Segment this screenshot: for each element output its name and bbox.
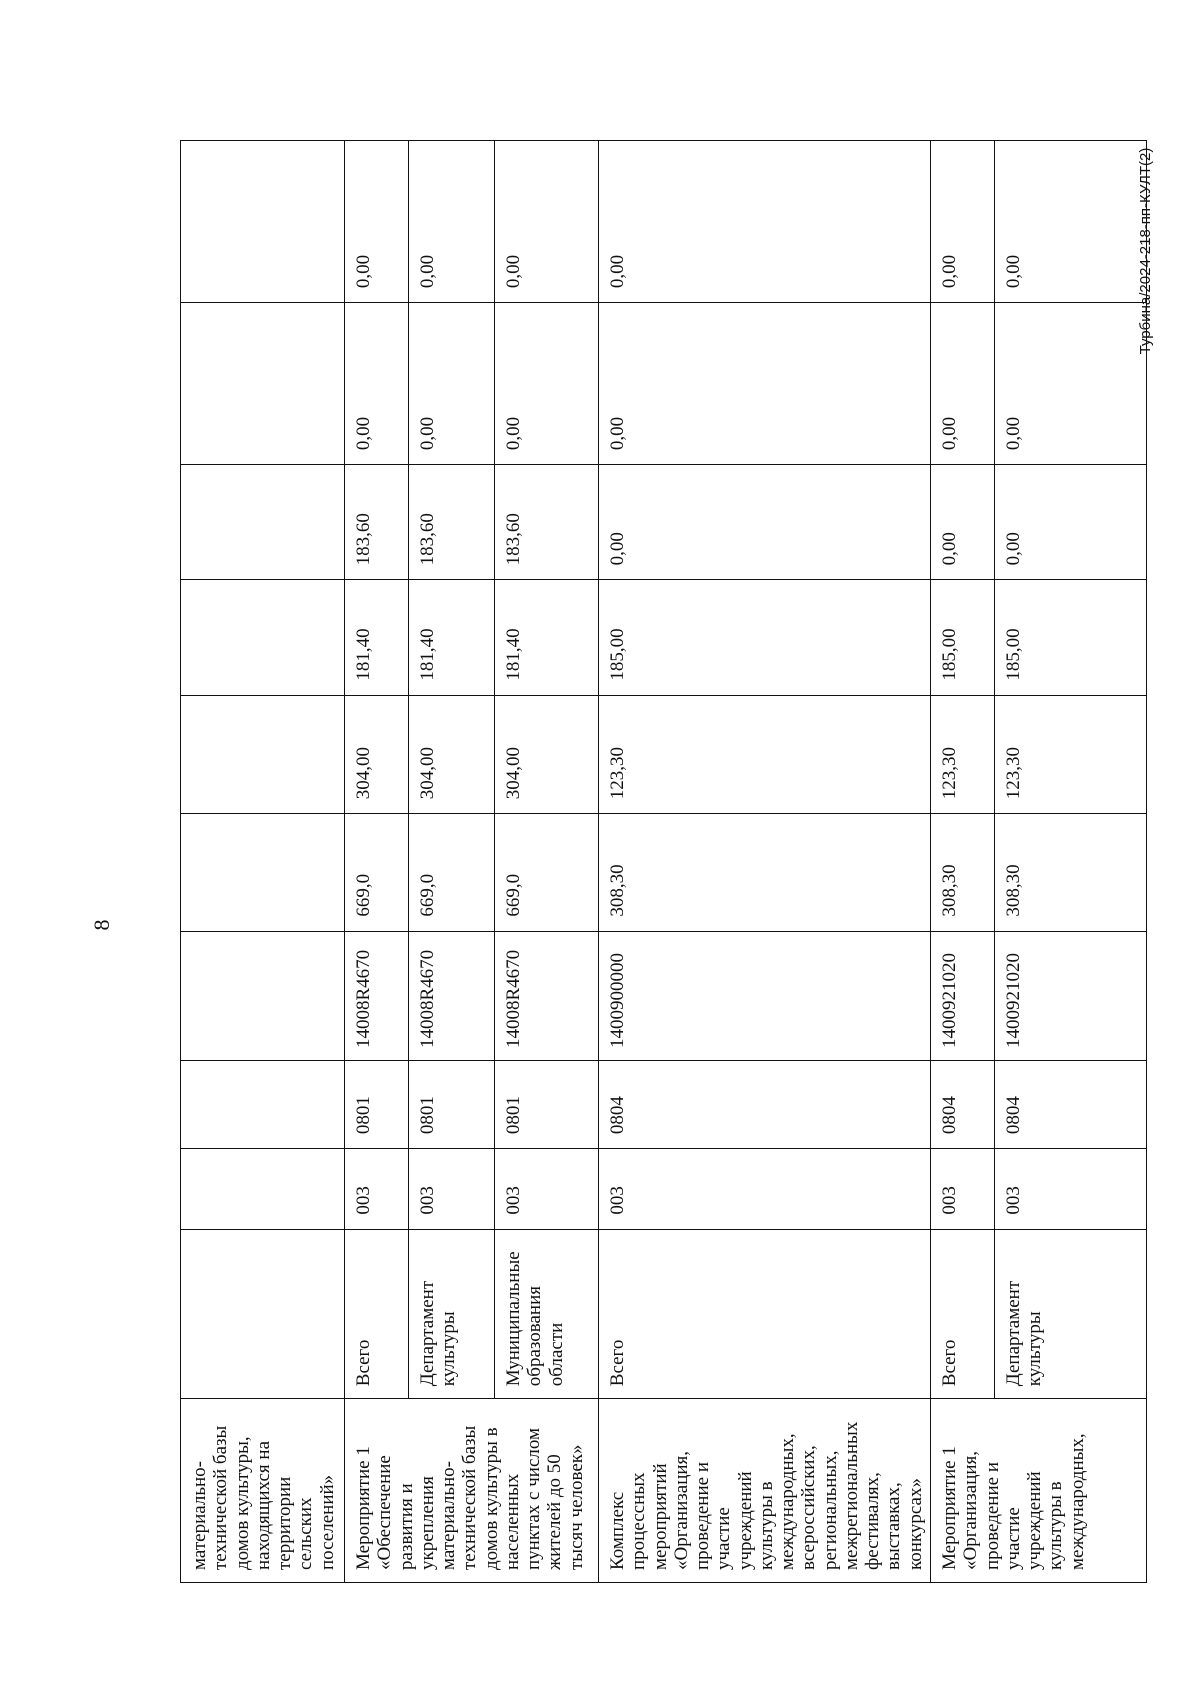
value-cell: 183,60: [409, 465, 495, 580]
table-row: [994, 141, 1146, 1583]
value-cell: 185,00: [930, 580, 994, 695]
budget-table: [180, 140, 1147, 1583]
source-cell: Всего: [345, 1229, 409, 1399]
rzpr-cell: 0804: [599, 1061, 931, 1149]
value-cell: 0,00: [930, 465, 994, 580]
value-cell: 0,00: [409, 141, 495, 303]
value-cell: 0,00: [599, 465, 931, 580]
csr-cell: 14008R4670: [495, 931, 599, 1060]
source-cell: Всего: [930, 1229, 994, 1399]
source-cell: [181, 1229, 345, 1399]
value-cell: [181, 814, 345, 931]
table-row: [495, 141, 599, 1583]
value-cell: 0,00: [495, 303, 599, 465]
value-cell: 669,0: [409, 814, 495, 931]
value-cell: 0,00: [345, 303, 409, 465]
value-cell: 123,30: [994, 695, 1146, 814]
rzpr-cell: 0804: [930, 1061, 994, 1149]
rzpr-cell: 0801: [495, 1061, 599, 1149]
csr-cell: [181, 931, 345, 1060]
source-cell: Департамент культуры: [994, 1229, 1146, 1399]
table-row: [930, 141, 994, 1583]
value-cell: 185,00: [994, 580, 1146, 695]
value-cell: 123,30: [930, 695, 994, 814]
value-cell: 0,00: [345, 141, 409, 303]
value-cell: 669,0: [345, 814, 409, 931]
csr-cell: 1400921020: [994, 931, 1146, 1060]
source-cell: Всего: [599, 1229, 931, 1399]
source-cell: Муниципальные образования области: [495, 1229, 599, 1399]
table-row: [409, 141, 495, 1583]
row-name-cell: Мероприятие 1 «Обеспечение развития и укрепления материально-технической базы домов культуры в населенных пунктах с числом жителей до 50 тысяч человек»: [345, 1399, 599, 1583]
value-cell: 123,30: [599, 695, 931, 814]
table-row: [345, 141, 409, 1583]
budget-table-frame: [180, 140, 1088, 1583]
value-cell: 304,00: [345, 695, 409, 814]
value-cell: 181,40: [345, 580, 409, 695]
rzpr-cell: [181, 1061, 345, 1149]
page-number: 8: [89, 919, 114, 931]
row-name-cell: Комплекс процессных мероприятий «Организация, проведение и участие учреждений культуры в международных, всероссийских, региональных, межрегиональных фестивалях, выставках, конкурсах»: [599, 1399, 931, 1583]
value-cell: [181, 580, 345, 695]
value-cell: 0,00: [599, 141, 931, 303]
grbs-cell: 003: [930, 1149, 994, 1229]
value-cell: [181, 465, 345, 580]
value-cell: 669,0: [495, 814, 599, 931]
value-cell: 183,60: [495, 465, 599, 580]
csr-cell: 14008R4670: [345, 931, 409, 1060]
grbs-cell: 003: [495, 1149, 599, 1229]
value-cell: 308,30: [994, 814, 1146, 931]
value-cell: 0,00: [994, 303, 1146, 465]
value-cell: 308,30: [599, 814, 931, 931]
value-cell: 181,40: [409, 580, 495, 695]
value-cell: 0,00: [994, 465, 1146, 580]
grbs-cell: 003: [345, 1149, 409, 1229]
table-row: [599, 141, 931, 1583]
value-cell: 304,00: [409, 695, 495, 814]
grbs-cell: 003: [599, 1149, 931, 1229]
value-cell: 0,00: [930, 141, 994, 303]
table-row: [181, 141, 345, 1583]
value-cell: 0,00: [599, 303, 931, 465]
value-cell: 185,00: [599, 580, 931, 695]
row-name-cell: Мероприятие 1 «Организация, проведение и участие учреждений культуры в международных,: [930, 1399, 1146, 1583]
document-code: Турбина/2024-218-пп-КУЛТ(2): [1137, 147, 1154, 355]
value-cell: [181, 141, 345, 303]
value-cell: 308,30: [930, 814, 994, 931]
rzpr-cell: 0804: [994, 1061, 1146, 1149]
value-cell: 0,00: [930, 303, 994, 465]
value-cell: 0,00: [994, 141, 1146, 303]
csr-cell: 14008R4670: [409, 931, 495, 1060]
grbs-cell: 003: [994, 1149, 1146, 1229]
grbs-cell: [181, 1149, 345, 1229]
rotated-table-container: [180, 140, 1088, 1583]
value-cell: [181, 303, 345, 465]
rzpr-cell: 0801: [345, 1061, 409, 1149]
value-cell: 181,40: [495, 580, 599, 695]
csr-cell: 1400921020: [930, 931, 994, 1060]
value-cell: 304,00: [495, 695, 599, 814]
value-cell: [181, 695, 345, 814]
value-cell: 183,60: [345, 465, 409, 580]
rzpr-cell: 0801: [409, 1061, 495, 1149]
row-name-cell: материально-технической базы домов культуры, находящихся на территории сельских поселений»: [181, 1399, 345, 1583]
value-cell: 0,00: [409, 303, 495, 465]
grbs-cell: 003: [409, 1149, 495, 1229]
value-cell: 0,00: [495, 141, 599, 303]
csr-cell: 1400900000: [599, 931, 931, 1060]
source-cell: Департамент культуры: [409, 1229, 495, 1399]
